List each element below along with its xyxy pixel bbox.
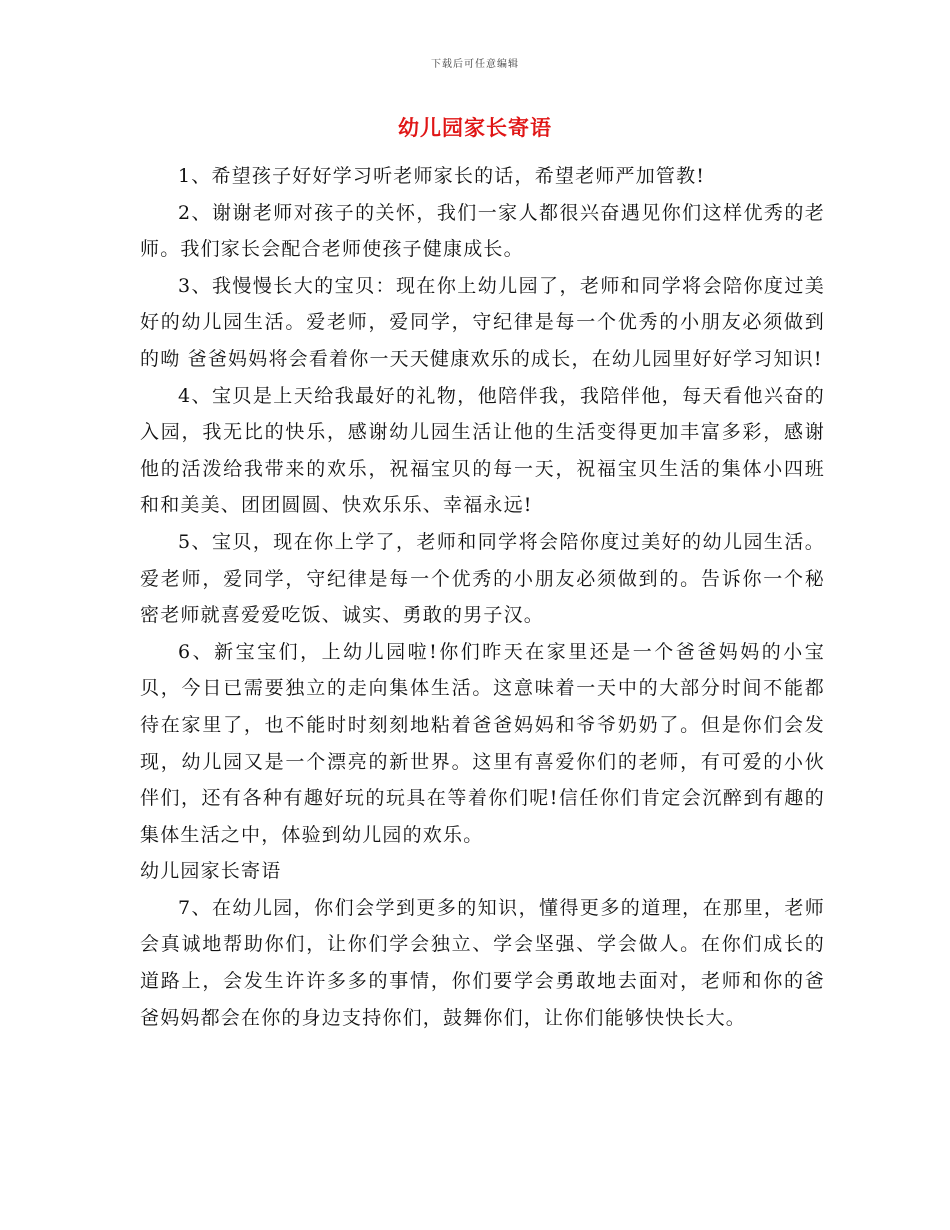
paragraph-4: 4、宝贝是上天给我最好的礼物，他陪伴我，我陪伴他，每天看他兴奋的入园，我无比的快乐，感谢幼儿园生活让他的生活变得更加丰富多彩，感谢他的活泼给我带来的欢乐，祝福宝贝的每一天，祝福宝贝生活的集体小四班和和美美、团团圆圆、快欢乐乐、幸福永远!: [140, 384, 825, 517]
header-note: 下载后可任意编辑: [431, 59, 519, 70]
paragraph-6: 6、新宝宝们，上幼儿园啦!你们昨天在家里还是一个爸爸妈妈的小宝贝，今日已需要独立的走向集体生活。这意味着一天中的大部分时间不能都待在家里了，也不能时时刻刻地粘着爸爸妈妈和爷爷奶奶了。但是你们会发现，幼儿园又是一个漂亮的新世界。这里有喜爱你们的老师，有可爱的小伙伴们，还有各种有趣好玩的玩具在等着你们呢!信任你们肯定会沉醉到有趣的集体生活之中，体验到幼儿园的欢乐。: [140, 640, 825, 846]
paragraph-2: 2、谢谢老师对孩子的关怀，我们一家人都很兴奋遇见你们这样优秀的老师。我们家长会配合老师使孩子健康成长。: [140, 201, 825, 261]
section-caption: 幼儿园家长寄语: [140, 860, 282, 883]
paragraph-1: 1、希望孩子好好学习听老师家长的话，希望老师严加管教!: [178, 165, 706, 187]
paragraph-3: 3、我慢慢长大的宝贝：现在你上幼儿园了，老师和同学将会陪你度过美好的幼儿园生活。爱老师，爱同学，守纪律是每一个优秀的小朋友必须做到的呦 爸爸妈妈将会看着你一天天健康欢乐的成长，在幼儿园里好好学习知识!: [140, 274, 825, 370]
paragraph-5: 5、宝贝，现在你上学了，老师和同学将会陪你度过美好的幼儿园生活。爱老师，爱同学，守纪律是每一个优秀的小朋友必须做到的。告诉你一个秘密老师就喜爱爱吃饭、诚实、勇敢的男子汉。: [140, 530, 825, 627]
page-title: 幼儿园家长寄语: [398, 115, 552, 140]
document-body: [140, 158, 825, 1036]
paragraph-7: 7、在幼儿园，你们会学到更多的知识，懂得更多的道理，在那里，老师会真诚地帮助你们，让你们学会独立、学会坚强、学会做人。在你们成长的道路上，会发生许许多多的事情，你们要学会勇敢地去面对，老师和你的爸爸妈妈都会在你的身边支持你们，鼓舞你们，让你们能够快快长大。: [140, 896, 825, 1029]
